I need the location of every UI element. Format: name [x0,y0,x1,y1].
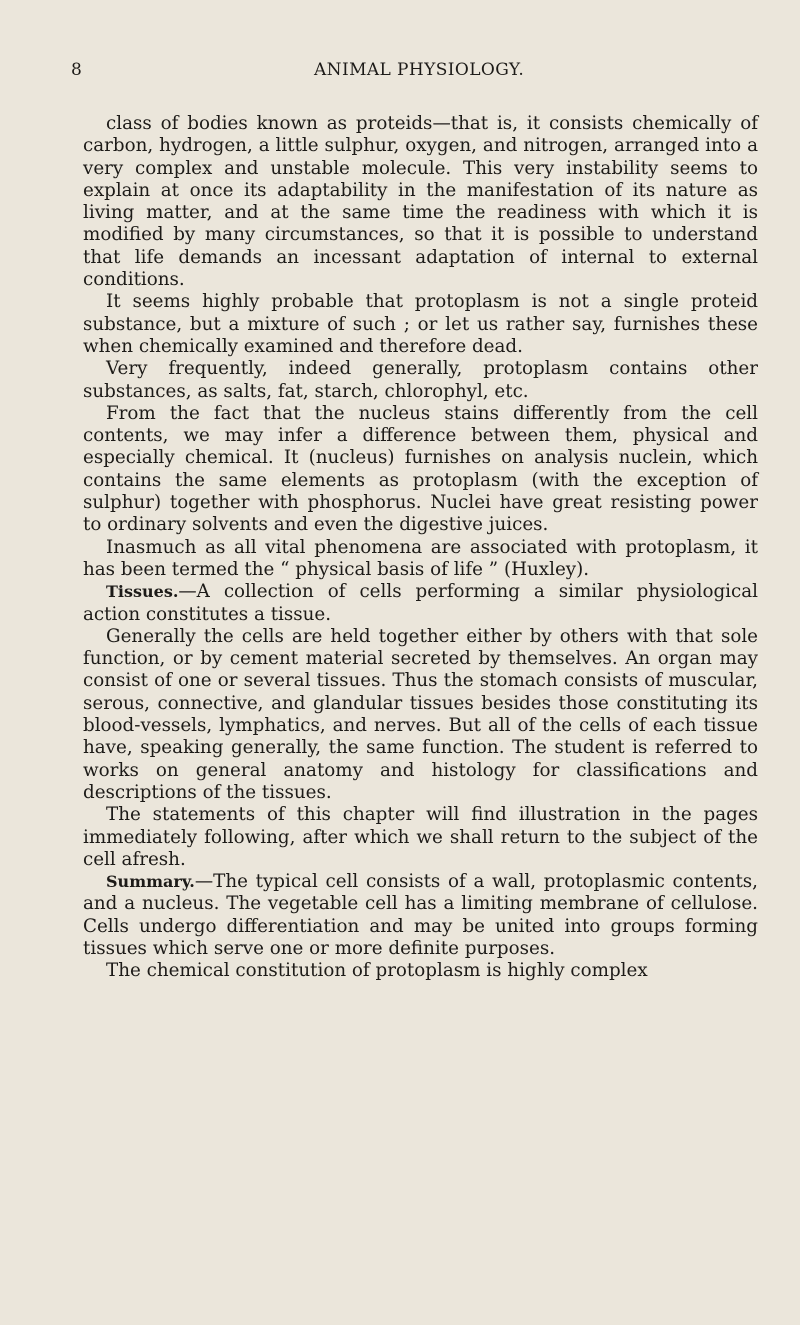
paragraph-text: Inasmuch as all vital phenomena are associated with protoplasm, it has been termed the “ physical basis of life ” (Huxley). [83,536,758,580]
paragraph-other-substances [83,358,758,403]
paragraph-text: —The typical cell consists of a wall, protoplasmic contents, and a nucleus. The vegetable cell has a limiting membrane of cellulose. Cells undergo differentiation and may be united into groups forming tissues which serve one or more definite purposes. [83,871,758,959]
page-header [71,60,754,86]
paragraph-proteids [83,113,758,291]
paragraph-text: The chemical constitution of protoplasm is highly complex [106,960,648,982]
paragraph-nucleus [83,403,758,537]
paragraph-text: The statements of this chapter will find illustration in the pages immediately following, after which we shall return to the subject of the cell afresh. [83,804,758,870]
paragraph-text: It seems highly probable that protoplasm is not a single proteid substance, but a mixture of such ; or let us rather say, furnishes these when chemically examined and therefore dead. [83,291,758,357]
paragraph-summary [83,871,758,960]
paragraph-text: class of bodies known as proteids—that is, it consists chemically of carbon, hydrogen, a little sulphur, oxygen, and nitrogen, arranged into a very complex and unstable molecule. This very instability seems to explain at once its adaptability in the manifestation of its nature as living matter, and at the same time the readiness with which it is modified by many circumstances, so that it is possible to understand that life demands an incessant adaptation of internal to external conditions. [83,113,758,291]
paragraph-protoplasm-mixture [83,291,758,358]
paragraph-text: Very frequently, indeed generally, protoplasm contains other substances, as salts, fat, starch, chlorophyl, etc. [83,358,758,402]
paragraph-text: From the fact that the nucleus stains differently from the cell contents, we may infer a difference between them, physical and especially chemical. It (nucleus) furnishes on analysis nuclein, which contains the same elements as protoplasm (with the exception of sulphur) together with phosphorus. Nuclei have great resisting power to ordinary solvents and even the digestive juices. [83,402,758,536]
paragraph-statements [83,804,758,871]
section-heading-tissues: Tissues. [106,582,179,602]
paragraph-text: —A collection of cells performing a similar physiological action constitutes a tissue. [83,581,758,625]
paragraph-chemical-constitution [83,960,758,982]
paragraph-physical-basis [83,537,758,582]
section-heading-summary: Summary. [106,872,195,892]
paragraph-text: Generally the cells are held together either by others with that sole function, or by cement material secreted by themselves. An organ may consist of one or several tissues. Thus the stomach consists of muscular, serous, connective, and glandular tissues besides those constituting its blood-vessels, lymphatics, and nerves. But all of the cells of each tissue have, speaking generally, the same function. The student is referred to works on general anatomy and histology for classifications and descriptions of the tissues. [83,625,758,803]
paragraph-tissues [83,581,758,626]
body-text [83,113,758,983]
running-title: ANIMAL PHYSIOLOGY. [314,60,525,80]
page-number: 8 [71,60,83,80]
paragraph-cells-held [83,626,758,804]
